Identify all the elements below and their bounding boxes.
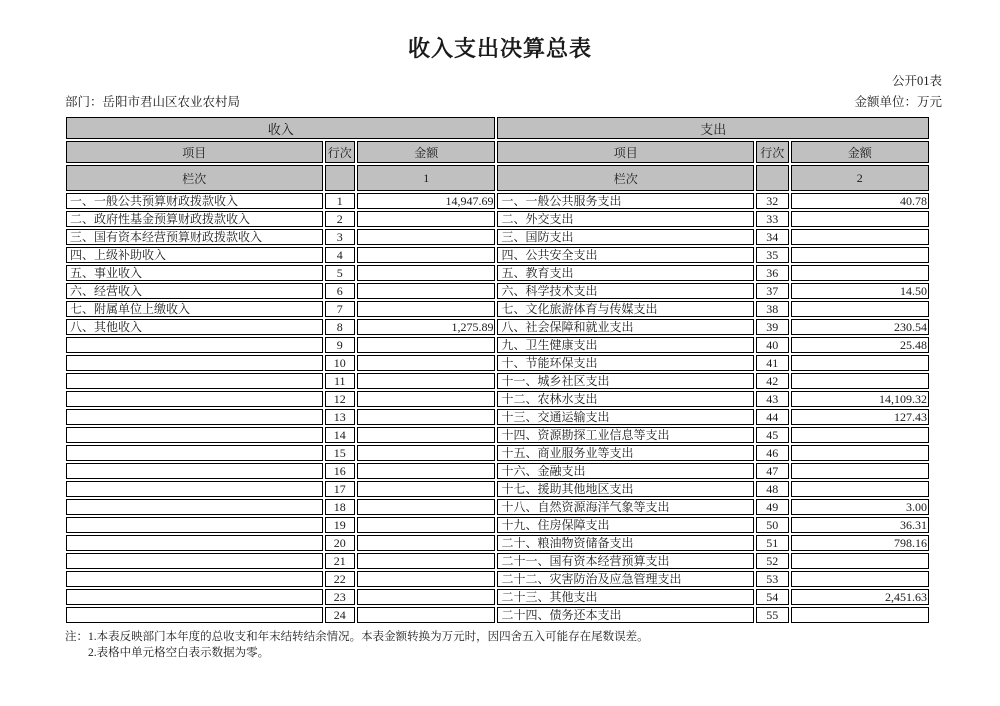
income-amount-cell — [357, 301, 495, 317]
income-line-header: 行次 — [325, 141, 356, 163]
income-line-cell: 3 — [325, 229, 356, 245]
income-line-cell: 15 — [325, 445, 356, 461]
expense-item-cell: 十七、援助其他地区支出 — [497, 481, 754, 497]
income-item-cell — [66, 337, 323, 353]
income-item-header: 项目 — [66, 141, 323, 163]
income-amount-cell: 1,275.89 — [357, 319, 495, 335]
income-item-cell — [66, 427, 323, 443]
expense-item-cell: 八、社会保障和就业支出 — [497, 319, 754, 335]
table-row — [66, 391, 929, 407]
income-column-number: 1 — [357, 165, 495, 191]
expense-amount-cell — [791, 211, 929, 227]
expense-item-cell: 十四、资源勘探工业信息等支出 — [497, 427, 754, 443]
income-amount-cell — [357, 283, 495, 299]
income-amount-cell — [357, 589, 495, 605]
expense-item-cell: 十六、金融支出 — [497, 463, 754, 479]
income-line-cell: 18 — [325, 499, 356, 515]
expense-item-cell: 九、卫生健康支出 — [497, 337, 754, 353]
expense-amount-cell — [791, 427, 929, 443]
table-row — [66, 553, 929, 569]
income-line-cell: 24 — [325, 607, 356, 623]
income-line-cell: 11 — [325, 373, 356, 389]
note-line-1: 注：1.本表反映部门本年度的总收支和年末结转结余情况。本表金额转换为万元时，因四舍五入可能存在尾数误差。 — [65, 631, 649, 643]
income-line-cell: 22 — [325, 571, 356, 587]
expense-item-cell: 三、国防支出 — [497, 229, 754, 245]
income-amount-cell — [357, 373, 495, 389]
expense-item-cell: 七、文化旅游体育与传媒支出 — [497, 301, 754, 317]
expense-line-cell: 51 — [756, 535, 789, 551]
column-header-row — [66, 141, 929, 163]
income-item-cell: 六、经营收入 — [66, 283, 323, 299]
expense-item-cell: 十二、农林水支出 — [497, 391, 754, 407]
expense-line-cell: 48 — [756, 481, 789, 497]
table-row — [66, 283, 929, 299]
expense-line-header: 行次 — [756, 141, 789, 163]
table-row — [66, 517, 929, 533]
income-amount-cell: 14,947.69 — [357, 193, 495, 209]
income-item-cell — [66, 355, 323, 371]
expense-amount-cell: 14.50 — [791, 283, 929, 299]
income-item-cell — [66, 391, 323, 407]
expense-item-cell: 十八、自然资源海洋气象等支出 — [497, 499, 754, 515]
table-row — [66, 409, 929, 425]
income-line-cell: 1 — [325, 193, 356, 209]
income-item-cell — [66, 607, 323, 623]
income-line-cell: 21 — [325, 553, 356, 569]
income-line-cell: 14 — [325, 427, 356, 443]
expense-item-cell: 十一、城乡社区支出 — [497, 373, 754, 389]
income-item-cell — [66, 499, 323, 515]
expense-lanci-empty — [756, 165, 789, 191]
expense-line-cell: 35 — [756, 247, 789, 263]
income-line-cell: 17 — [325, 481, 356, 497]
expense-amount-cell: 3.00 — [791, 499, 929, 515]
expense-amount-cell — [791, 463, 929, 479]
expense-amount-cell — [791, 607, 929, 623]
table-row — [66, 337, 929, 353]
expense-line-cell: 39 — [756, 319, 789, 335]
expense-item-cell: 五、教育支出 — [497, 265, 754, 281]
expense-line-cell: 41 — [756, 355, 789, 371]
expense-line-cell: 33 — [756, 211, 789, 227]
income-amount-cell — [357, 607, 495, 623]
expense-line-cell: 55 — [756, 607, 789, 623]
section-header-row — [66, 117, 929, 139]
income-item-cell: 二、政府性基金预算财政拨款收入 — [66, 211, 323, 227]
income-item-cell: 三、国有资本经营预算财政拨款收入 — [66, 229, 323, 245]
income-line-cell: 13 — [325, 409, 356, 425]
income-amount-cell — [357, 517, 495, 533]
expense-amount-cell: 25.48 — [791, 337, 929, 353]
expense-amount-cell — [791, 571, 929, 587]
expense-line-cell: 32 — [756, 193, 789, 209]
income-amount-cell — [357, 427, 495, 443]
expense-item-cell: 十九、住房保障支出 — [497, 517, 754, 533]
income-section-header: 收入 — [66, 117, 495, 139]
income-line-cell: 12 — [325, 391, 356, 407]
table-row — [66, 247, 929, 263]
expense-line-cell: 37 — [756, 283, 789, 299]
expense-line-cell: 40 — [756, 337, 789, 353]
note-line-2: 2.表格中单元格空白表示数据为零。 — [88, 647, 270, 659]
income-line-cell: 9 — [325, 337, 356, 353]
expense-line-cell: 34 — [756, 229, 789, 245]
unit-label: 金额单位：万元 — [854, 95, 942, 109]
income-amount-cell — [357, 463, 495, 479]
expense-line-cell: 43 — [756, 391, 789, 407]
expense-amount-cell: 230.54 — [791, 319, 929, 335]
expense-amount-cell: 798.16 — [791, 535, 929, 551]
expense-line-cell: 38 — [756, 301, 789, 317]
income-item-cell — [66, 463, 323, 479]
income-amount-cell — [357, 247, 495, 263]
expense-amount-cell — [791, 553, 929, 569]
expense-amount-cell: 127.43 — [791, 409, 929, 425]
expense-amount-cell — [791, 373, 929, 389]
income-line-cell: 8 — [325, 319, 356, 335]
income-lanci-empty — [325, 165, 356, 191]
income-amount-cell — [357, 265, 495, 281]
table-row — [66, 193, 929, 209]
table-row — [66, 589, 929, 605]
page-title: 收入支出决算总表 — [407, 36, 592, 61]
table-row — [66, 463, 929, 479]
income-amount-cell — [357, 571, 495, 587]
income-amount-cell — [357, 355, 495, 371]
income-line-cell: 23 — [325, 589, 356, 605]
income-line-cell: 16 — [325, 463, 356, 479]
income-amount-cell — [357, 409, 495, 425]
expense-line-cell: 46 — [756, 445, 789, 461]
expense-item-cell: 二十、粮油物资储备支出 — [497, 535, 754, 551]
income-line-cell: 6 — [325, 283, 356, 299]
expense-item-cell: 十三、交通运输支出 — [497, 409, 754, 425]
expense-item-cell: 二十三、其他支出 — [497, 589, 754, 605]
expense-amount-cell — [791, 247, 929, 263]
expense-item-header: 项目 — [497, 141, 754, 163]
table-row — [66, 481, 929, 497]
expense-item-cell: 四、公共安全支出 — [497, 247, 754, 263]
table-code-label: 公开01表 — [891, 74, 942, 88]
expense-amount-cell: 40.78 — [791, 193, 929, 209]
expense-amount-header: 金额 — [791, 141, 929, 163]
expense-item-cell: 六、科学技术支出 — [497, 283, 754, 299]
table-row — [66, 211, 929, 227]
expense-amount-cell — [791, 355, 929, 371]
expense-amount-cell — [791, 229, 929, 245]
income-line-cell: 10 — [325, 355, 356, 371]
footnotes — [65, 629, 1000, 661]
income-line-cell: 2 — [325, 211, 356, 227]
table-row — [66, 607, 929, 623]
income-amount-cell — [357, 229, 495, 245]
table-row — [66, 229, 929, 245]
income-lanci-label: 栏次 — [66, 165, 323, 191]
department-label: 部门：岳阳市君山区农业农村局 — [65, 95, 241, 109]
table-row — [66, 445, 929, 461]
expense-line-cell: 45 — [756, 427, 789, 443]
expense-column-number: 2 — [791, 165, 929, 191]
income-amount-header: 金额 — [357, 141, 495, 163]
table-row — [66, 373, 929, 389]
table-row — [66, 535, 929, 551]
income-amount-cell — [357, 211, 495, 227]
column-index-row — [66, 165, 929, 191]
expense-line-cell: 49 — [756, 499, 789, 515]
income-amount-cell — [357, 535, 495, 551]
table-row — [66, 319, 929, 335]
income-amount-cell — [357, 337, 495, 353]
expense-amount-cell — [791, 445, 929, 461]
expense-amount-cell: 2,451.63 — [791, 589, 929, 605]
expenditure-section-header: 支出 — [497, 117, 929, 139]
expense-amount-cell — [791, 301, 929, 317]
expense-line-cell: 54 — [756, 589, 789, 605]
income-item-cell: 四、上级补助收入 — [66, 247, 323, 263]
expense-lanci-label: 栏次 — [497, 165, 754, 191]
income-line-cell: 5 — [325, 265, 356, 281]
expense-line-cell: 42 — [756, 373, 789, 389]
income-item-cell — [66, 571, 323, 587]
income-item-cell — [66, 481, 323, 497]
income-item-cell: 八、其他收入 — [66, 319, 323, 335]
income-amount-cell — [357, 499, 495, 515]
table-body — [66, 193, 929, 623]
expense-item-cell: 一、一般公共服务支出 — [497, 193, 754, 209]
income-expenditure-table — [64, 115, 931, 625]
table-row — [66, 355, 929, 371]
income-item-cell — [66, 535, 323, 551]
meta-row — [65, 92, 942, 110]
expense-item-cell: 二十一、国有资本经营预算支出 — [497, 553, 754, 569]
expense-line-cell: 52 — [756, 553, 789, 569]
table-row — [66, 571, 929, 587]
expense-line-cell: 44 — [756, 409, 789, 425]
income-item-cell — [66, 553, 323, 569]
expense-line-cell: 47 — [756, 463, 789, 479]
income-amount-cell — [357, 553, 495, 569]
expense-item-cell: 二十二、灾害防治及应急管理支出 — [497, 571, 754, 587]
income-line-cell: 19 — [325, 517, 356, 533]
expense-item-cell: 二、外交支出 — [497, 211, 754, 227]
income-amount-cell — [357, 481, 495, 497]
expense-amount-cell: 36.31 — [791, 517, 929, 533]
income-line-cell: 7 — [325, 301, 356, 317]
table-row — [66, 427, 929, 443]
expense-item-cell: 二十四、债务还本支出 — [497, 607, 754, 623]
table-row — [66, 265, 929, 281]
income-item-cell: 一、一般公共预算财政拨款收入 — [66, 193, 323, 209]
income-line-cell: 20 — [325, 535, 356, 551]
income-item-cell — [66, 445, 323, 461]
expense-amount-cell — [791, 481, 929, 497]
expense-line-cell: 50 — [756, 517, 789, 533]
income-item-cell: 五、事业收入 — [66, 265, 323, 281]
expense-line-cell: 36 — [756, 265, 789, 281]
income-item-cell — [66, 517, 323, 533]
income-item-cell — [66, 373, 323, 389]
income-item-cell: 七、附属单位上缴收入 — [66, 301, 323, 317]
income-line-cell: 4 — [325, 247, 356, 263]
table-row — [66, 301, 929, 317]
income-item-cell — [66, 589, 323, 605]
table-row — [66, 499, 929, 515]
income-item-cell — [66, 409, 323, 425]
expense-item-cell: 十五、商业服务业等支出 — [497, 445, 754, 461]
expense-line-cell: 53 — [756, 571, 789, 587]
expense-amount-cell — [791, 265, 929, 281]
income-amount-cell — [357, 391, 495, 407]
expense-item-cell: 十、节能环保支出 — [497, 355, 754, 371]
expense-amount-cell: 14,109.32 — [791, 391, 929, 407]
income-amount-cell — [357, 445, 495, 461]
